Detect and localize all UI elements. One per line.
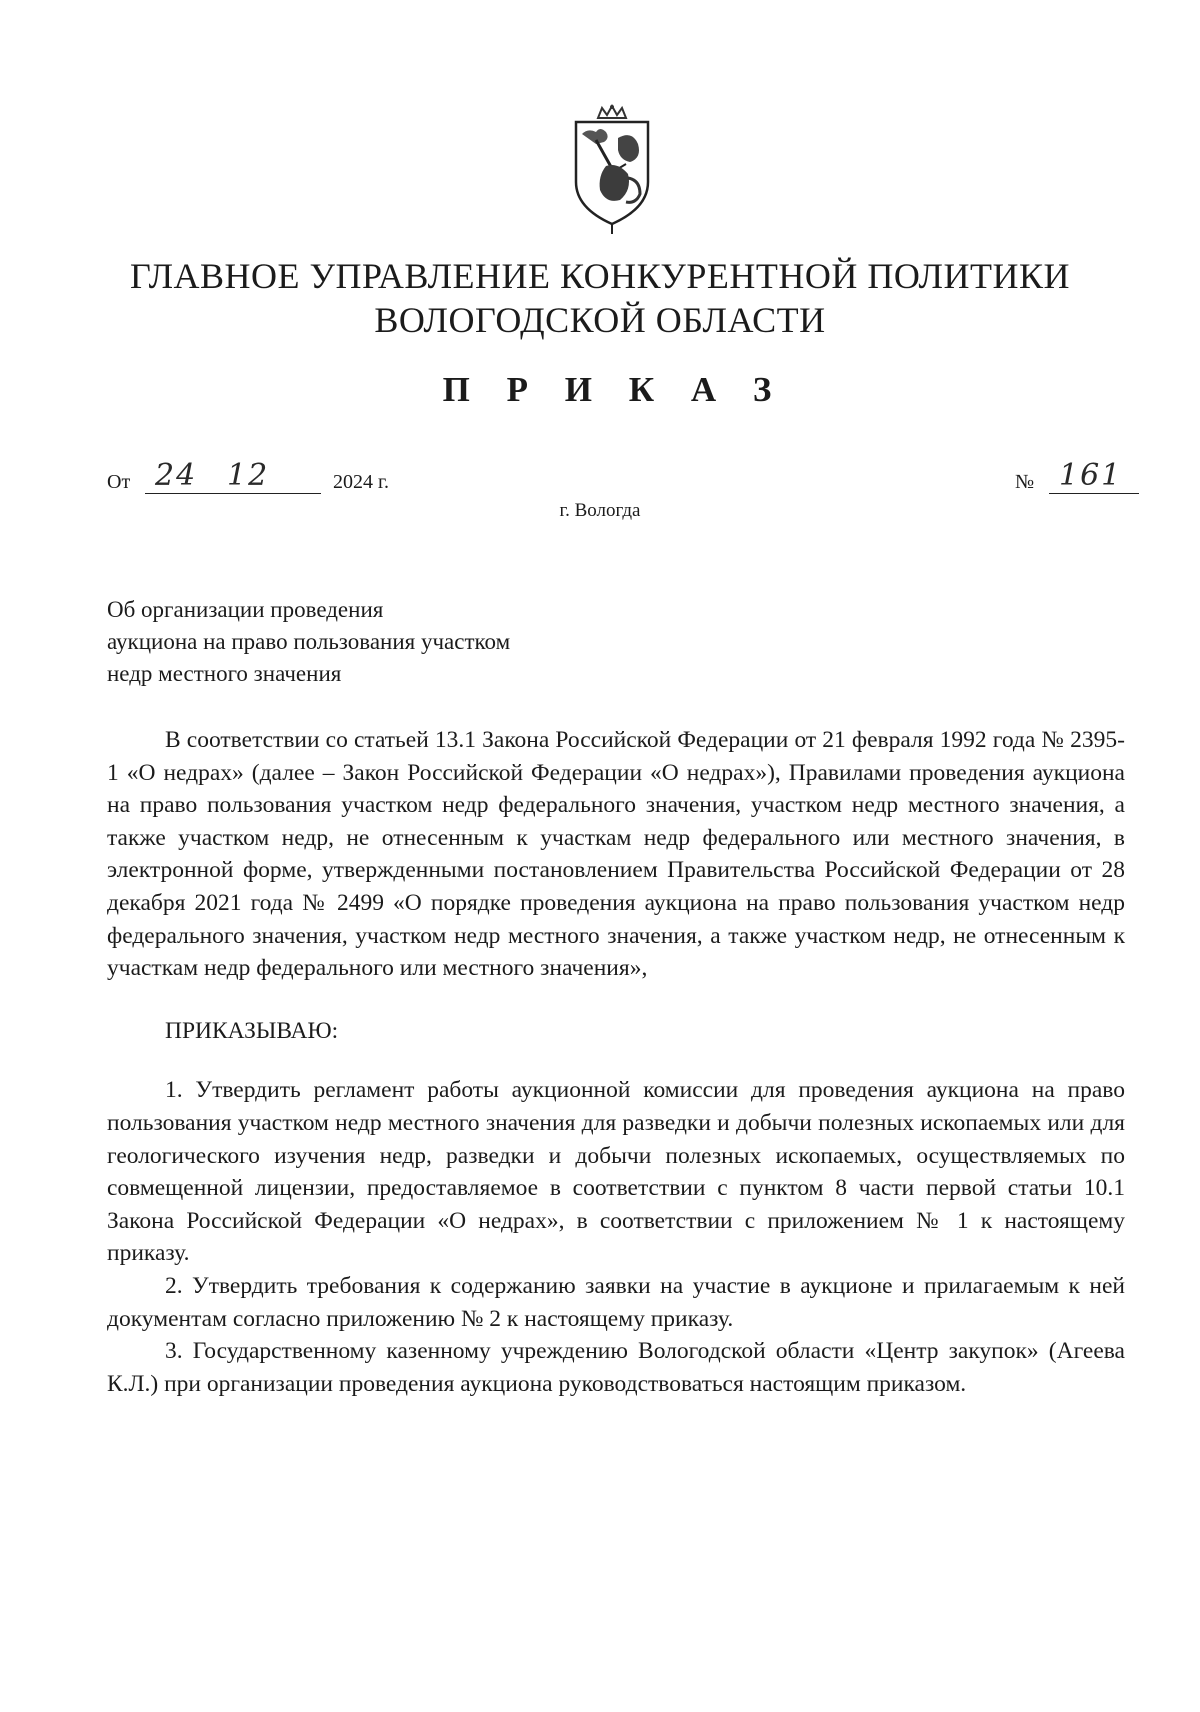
subject-line-2: аукциона на право пользования участком (107, 629, 511, 654)
date-year: 2024 г. (333, 471, 389, 493)
document-type-title: П Р И К А З (442, 370, 786, 409)
order-items (107, 1074, 1125, 1400)
order-item-1: 1. Утвердить регламент работы аукционной комиссии для проведения аукциона на право пользования участком недр местного значения для разведки и добычи полезных ископаемых или для геологического изучения недр, разведки и добычи полезных ископаемых, осуществляемых по совмещенной лицензии, предоставляемое в соответствии с пунктом 8 части первой статьи 10.1 Закона Российской Федерации «О недрах», в соответствии с приложением № 1 к настоящему приказу. (107, 1077, 1125, 1267)
org-name-line-2: ВОЛОГОДСКОЙ ОБЛАСТИ (374, 300, 826, 340)
date-prefix: От (107, 471, 131, 493)
city-name: г. Вологда (559, 500, 641, 521)
document-body (107, 724, 1125, 1400)
organization-name (0, 254, 1200, 342)
number-prefix: № (1015, 471, 1035, 493)
handwritten-number: 161 (1059, 458, 1123, 493)
preamble-paragraph: В соответствии со статьей 13.1 Закона Российской Федерации от 21 февраля 1992 года № 2395-1 «О недрах» (далее – Закон Российской Федерации «О недрах»), Правилами проведения аукциона на право пользования участком недр федерального значения, участком недр местного значения, а также участком недр, не отнесенным к участкам недр федерального или местного значения, в электронной форме, утвержденными постановлением Правительства Российской Федерации от 28 декабря 2021 года № 2499 «О порядке проведения аукциона на право пользования участком недр федерального значения, участком недр местного значения, а также участком недр, не отнесенным к участкам недр федерального или местного значения», (107, 727, 1125, 982)
order-item-3: 3. Государственному казенному учреждению Вологодской области «Центр закупок» (Агеева К.Л.) при организации проведения аукциона руководствоваться настоящим приказом. (107, 1338, 1125, 1397)
handwritten-day: 24 (155, 458, 198, 493)
subject-line-1: Об организации проведения (107, 597, 384, 622)
org-name-line-1: ГЛАВНОЕ УПРАВЛЕНИЕ КОНКУРЕНТНОЙ ПОЛИТИКИ (130, 256, 1070, 296)
order-item-2: 2. Утвердить требования к содержанию заявки на участие в аукционе и прилагаемым к ней документам согласно приложению № 2 к настоящему приказу. (107, 1272, 1125, 1332)
subject-line-3: недр местного значения (107, 661, 342, 686)
coat-of-arms-emblem (566, 104, 658, 236)
handwritten-month: 12 (227, 458, 270, 493)
subject-block (107, 594, 510, 690)
date-number-line (107, 458, 1137, 502)
order-word: ПРИКАЗЫВАЮ: (165, 1017, 339, 1044)
